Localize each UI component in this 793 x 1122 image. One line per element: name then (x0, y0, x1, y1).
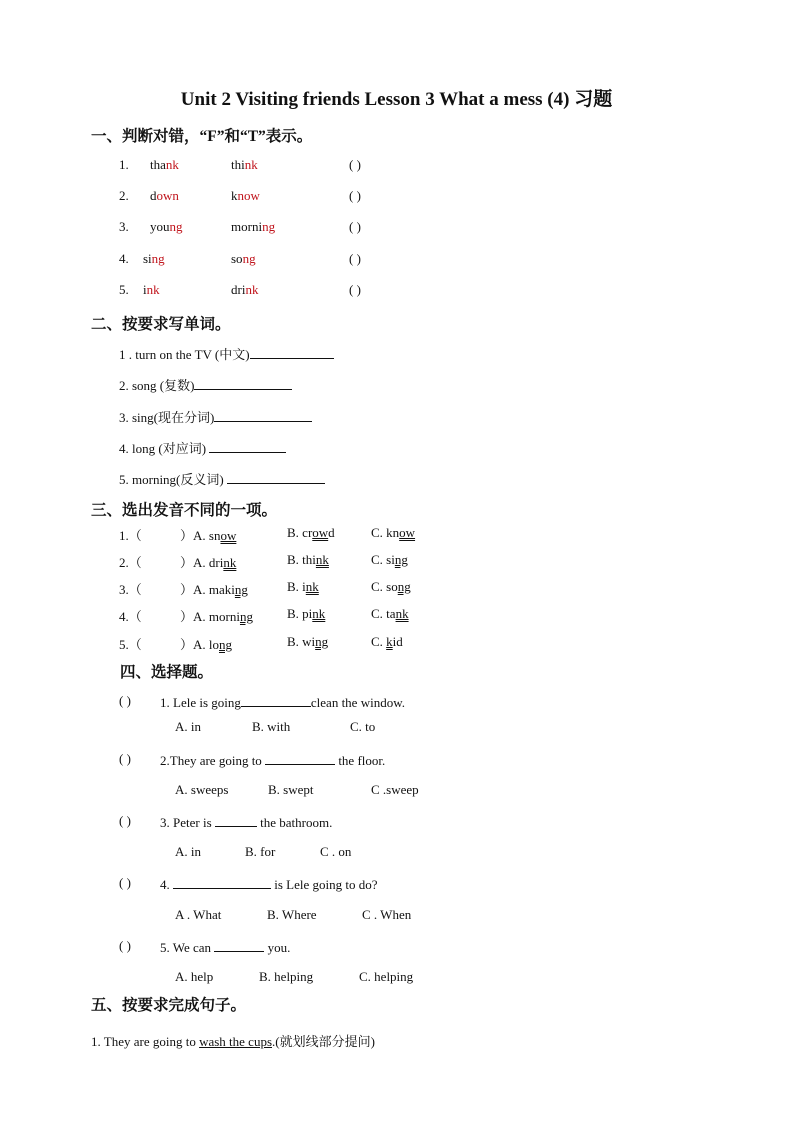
answer-blank[interactable] (214, 408, 312, 422)
option-a: A. sweeps (175, 782, 229, 797)
answer-paren: ( ) (119, 875, 131, 890)
list-item: 5. morning(反义词) (119, 469, 325, 488)
section-5-heading: 五、按要求完成句子。 (91, 997, 247, 1014)
answer-paren: ( ) (119, 693, 131, 708)
page-title: Unit 2 Visiting friends Lesson 3 What a mess (4) 习题 (180, 89, 613, 110)
question-text: 3. Peter is the bathroom. (160, 815, 333, 830)
option-c: C. sing (371, 552, 408, 567)
question-text: 4. is Lele going to do? (160, 877, 378, 892)
answer-blank[interactable] (241, 693, 311, 707)
word-a: young (150, 219, 183, 234)
list-item-number: 3.（ (119, 582, 142, 597)
option-b: B. helping (259, 969, 314, 984)
option-b: B. crowd (287, 525, 335, 540)
word-b: drink (231, 282, 259, 297)
option-c: C . on (320, 844, 352, 859)
option-b: B. with (252, 719, 291, 734)
option-c: C. know (371, 525, 416, 540)
option-c: C. tank (371, 606, 409, 621)
option-b: B. pink (287, 606, 326, 621)
answer-paren: ( ) (349, 188, 361, 203)
option-a: A. help (175, 969, 214, 984)
answer-blank[interactable] (265, 751, 335, 765)
option-c: C . When (362, 907, 412, 922)
option-c: C. song (371, 579, 411, 594)
list-item: 1 . turn on the TV (中文) (119, 344, 334, 363)
list-item-number: 2. (119, 188, 129, 203)
option-b: B. swept (268, 782, 314, 797)
list-item-number: 1. (119, 157, 129, 172)
option-a: ）A. long (180, 637, 233, 652)
question-text: 1. Lele is going clean the window. (160, 695, 405, 710)
list-item-number: 3. (119, 219, 129, 234)
option-a: A. in (175, 719, 201, 734)
answer-blank[interactable] (194, 376, 292, 390)
list-item-number: 5.（ (119, 637, 142, 652)
section-1-heading: 一、判断对错，“F”和“T”表示。 (91, 128, 313, 145)
option-b: B. Where (267, 907, 317, 922)
list-item-number: 5. (119, 282, 129, 297)
option-b: B. ink (287, 579, 319, 594)
list-item: 3. sing(现在分词) (119, 407, 312, 426)
list-item: 4. long (对应词) (119, 438, 286, 457)
option-a: ）A. drink (180, 555, 237, 570)
answer-paren: ( ) (119, 938, 131, 953)
underlined-phrase: wash the cups (199, 1034, 273, 1049)
answer-blank[interactable] (215, 813, 257, 827)
option-b: B. wing (287, 634, 329, 649)
section-3-heading: 三、选出发音不同的一项。 (91, 502, 278, 519)
list-item-number: 1.（ (119, 528, 142, 543)
option-a: ）A. morning (180, 609, 253, 624)
list-item-number: 2.（ (119, 555, 142, 570)
option-b: B. think (287, 552, 329, 567)
answer-paren: ( ) (349, 157, 361, 172)
answer-blank[interactable] (227, 470, 325, 484)
option-a: ）A. making (180, 582, 248, 597)
word-b: morning (231, 219, 276, 234)
list-item: 1. They are going to wash the cups.(就划线部分提问) (91, 1034, 375, 1049)
list-item-number: 4.（ (119, 609, 142, 624)
section-2-heading: 二、按要求写单词。 (91, 316, 231, 333)
word-a: sing (143, 251, 165, 266)
word-b: think (231, 157, 258, 172)
answer-paren: ( ) (349, 251, 361, 266)
option-a: A. in (175, 844, 201, 859)
answer-blank[interactable] (250, 345, 334, 359)
question-text: 2.They are going to the floor. (160, 753, 386, 768)
option-c: C .sweep (371, 782, 419, 797)
option-a: ）A. snow (180, 528, 237, 543)
answer-paren: ( ) (119, 751, 131, 766)
option-c: C. helping (359, 969, 414, 984)
option-c: C. to (350, 719, 376, 734)
word-a: down (150, 188, 179, 203)
list-item-number: 4. (119, 251, 129, 266)
word-b: know (231, 188, 260, 203)
answer-blank[interactable] (173, 875, 271, 889)
word-a: ink (143, 282, 160, 297)
answer-blank[interactable] (214, 938, 264, 952)
question-text: 5. We can you. (160, 940, 291, 955)
list-item: 2. song (复数) (119, 375, 292, 394)
answer-blank[interactable] (209, 439, 286, 453)
answer-paren: ( ) (349, 282, 361, 297)
word-a: thank (150, 157, 179, 172)
section-4-heading: 四、选择题。 (120, 664, 214, 681)
answer-paren: ( ) (349, 219, 361, 234)
option-a: A . What (175, 907, 222, 922)
option-b: B. for (245, 844, 276, 859)
option-c: C. kid (371, 634, 403, 649)
word-b: song (231, 251, 256, 266)
answer-paren: ( ) (119, 813, 131, 828)
